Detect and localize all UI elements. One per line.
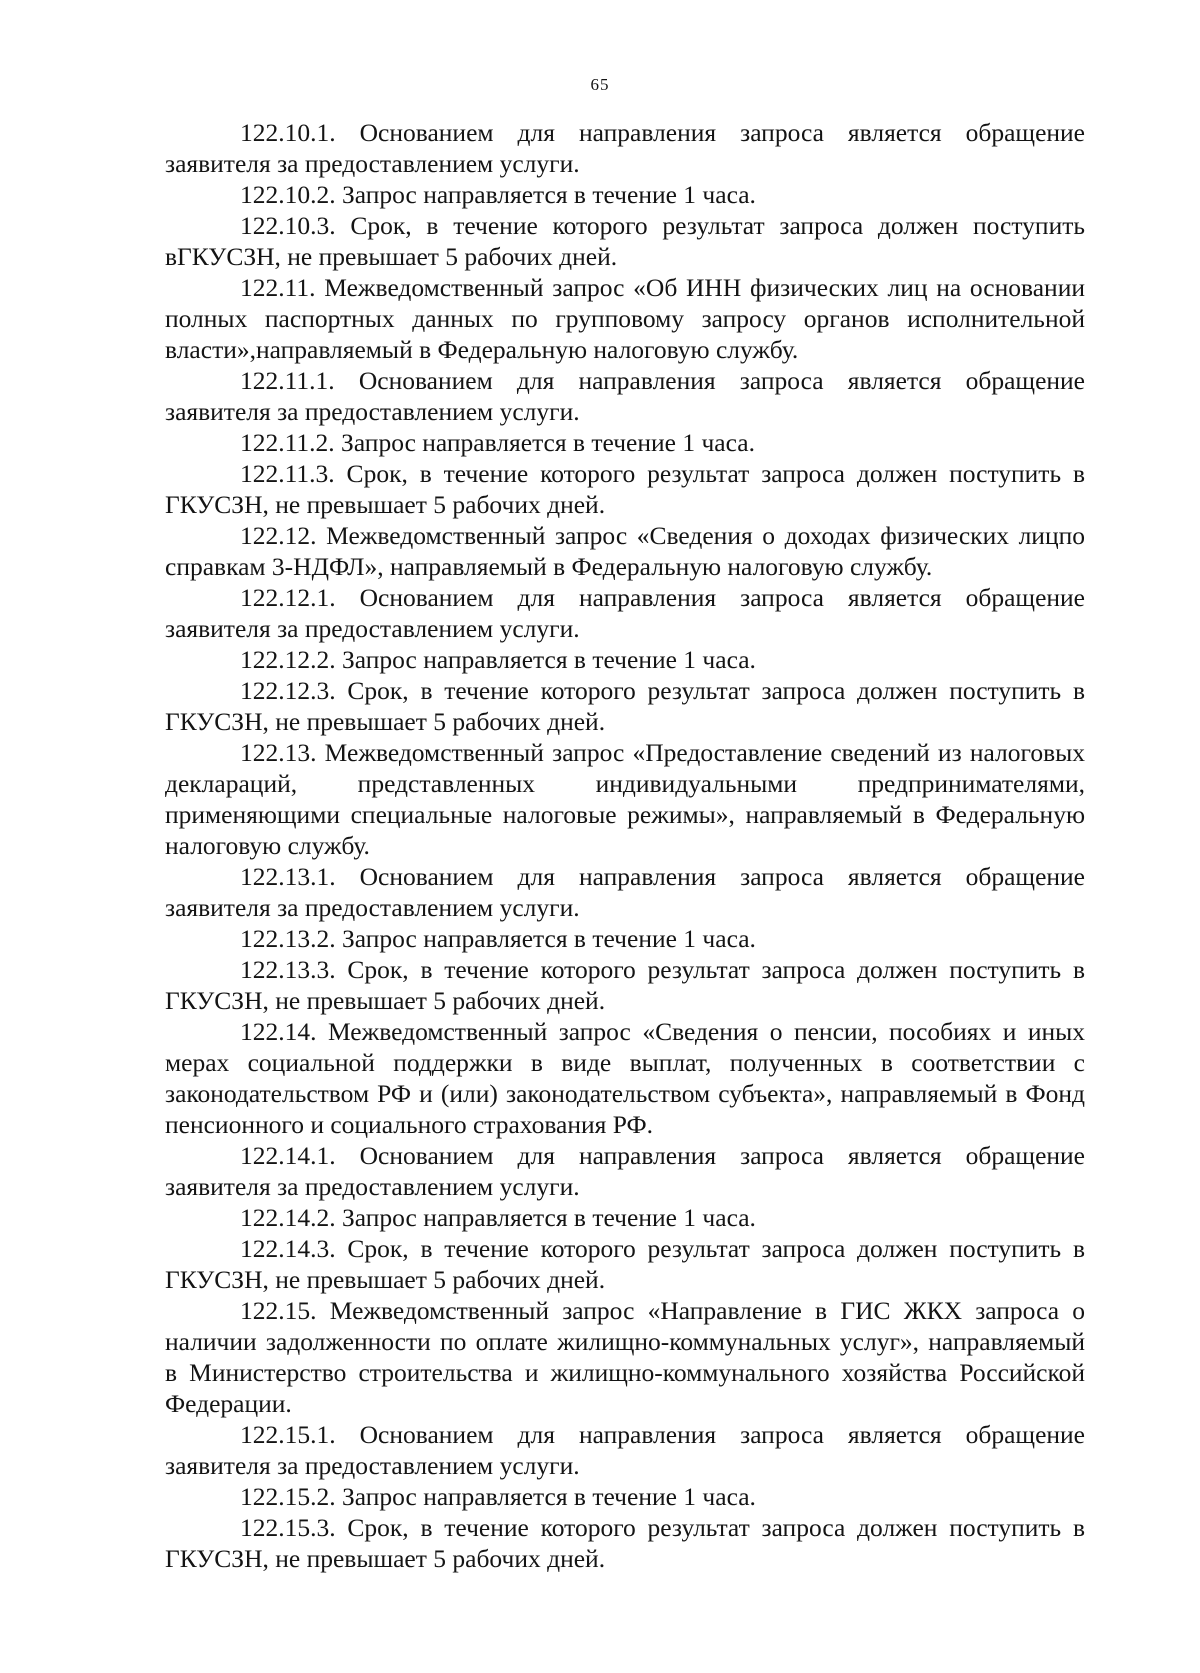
paragraph-122-13-3: 122.13.3. Срок, в течение которого результат запроса должен поступить в ГКУСЗН, не превышает 5 рабочих дней.	[165, 955, 1085, 1015]
paragraph-122-13-1: 122.13.1. Основанием для направления запроса является обращение заявителя за предоставлением услуги.	[165, 862, 1085, 922]
paragraph-122-11: 122.11. Межведомственный запрос «Об ИНН физических лиц на основании полных паспортных данных по групповому запросу органов исполнительной власти»,направляемый в Федеральную налоговую службу.	[165, 273, 1085, 364]
paragraph-122-14: 122.14. Межведомственный запрос «Сведения о пенсии, пособиях и иных мерах социальной поддержки в виде выплат, полученных в соответствии с законодательством РФ и (или) законодательством субъекта», направляемый в Фонд пенсионного и социального страхования РФ.	[165, 1017, 1085, 1139]
paragraph-122-12: 122.12. Межведомственный запрос «Сведения о доходах физических лицпо справкам 3-НДФЛ», направляемый в Федеральную налоговую службу.	[165, 521, 1085, 581]
paragraph-122-11-2: 122.11.2. Запрос направляется в течение 1 часа.	[240, 428, 755, 457]
paragraph-122-13: 122.13. Межведомственный запрос «Предоставление сведений из налоговых деклараций, представленных индивидуальными предпринимателями, применяющими специальные налоговые режимы», направляемый в Федеральную налоговую службу.	[165, 738, 1085, 860]
paragraph-122-14-1: 122.14.1. Основанием для направления запроса является обращение заявителя за предоставлением услуги.	[165, 1141, 1085, 1201]
paragraph-122-15-2: 122.15.2. Запрос направляется в течение 1 часа.	[240, 1482, 756, 1511]
paragraph-122-15-3: 122.15.3. Срок, в течение которого результат запроса должен поступить в ГКУСЗН, не превышает 5 рабочих дней.	[165, 1513, 1085, 1573]
paragraph-122-11-3: 122.11.3. Срок, в течение которого результат запроса должен поступить в ГКУСЗН, не превышает 5 рабочих дней.	[165, 459, 1085, 519]
paragraph-122-10-1: 122.10.1. Основанием для направления запроса является обращение заявителя за предоставлением услуги.	[165, 118, 1085, 178]
paragraph-122-12-1: 122.12.1. Основанием для направления запроса является обращение заявителя за предоставлением услуги.	[165, 583, 1085, 643]
paragraph-122-12-2: 122.12.2. Запрос направляется в течение 1 часа.	[240, 645, 756, 674]
paragraph-122-14-3: 122.14.3. Срок, в течение которого результат запроса должен поступить в ГКУСЗН, не превышает 5 рабочих дней.	[165, 1234, 1085, 1294]
paragraph-122-13-2: 122.13.2. Запрос направляется в течение 1 часа.	[240, 924, 756, 953]
paragraph-122-14-2: 122.14.2. Запрос направляется в течение 1 часа.	[240, 1203, 756, 1232]
document-body	[165, 117, 1085, 1574]
paragraph-122-10-3: 122.10.3. Срок, в течение которого результат запроса должен поступить вГКУСЗН, не превышает 5 рабочих дней.	[165, 211, 1085, 271]
paragraph-122-11-1: 122.11.1. Основанием для направления запроса является обращение заявителя за предоставлением услуги.	[165, 366, 1085, 426]
paragraph-122-12-3: 122.12.3. Срок, в течение которого результат запроса должен поступить в ГКУСЗН, не превышает 5 рабочих дней.	[165, 676, 1085, 736]
page-number: 65	[590, 75, 610, 94]
paragraph-122-15: 122.15. Межведомственный запрос «Направление в ГИС ЖКХ запроса о наличии задолженности по оплате жилищно-коммунальных услуг», направляемый в Министерство строительства и жилищно-коммунального хозяйства Российской Федерации.	[165, 1296, 1085, 1418]
paragraph-122-10-2: 122.10.2. Запрос направляется в течение 1 часа.	[240, 180, 756, 209]
paragraph-122-15-1: 122.15.1. Основанием для направления запроса является обращение заявителя за предоставлением услуги.	[165, 1420, 1085, 1480]
